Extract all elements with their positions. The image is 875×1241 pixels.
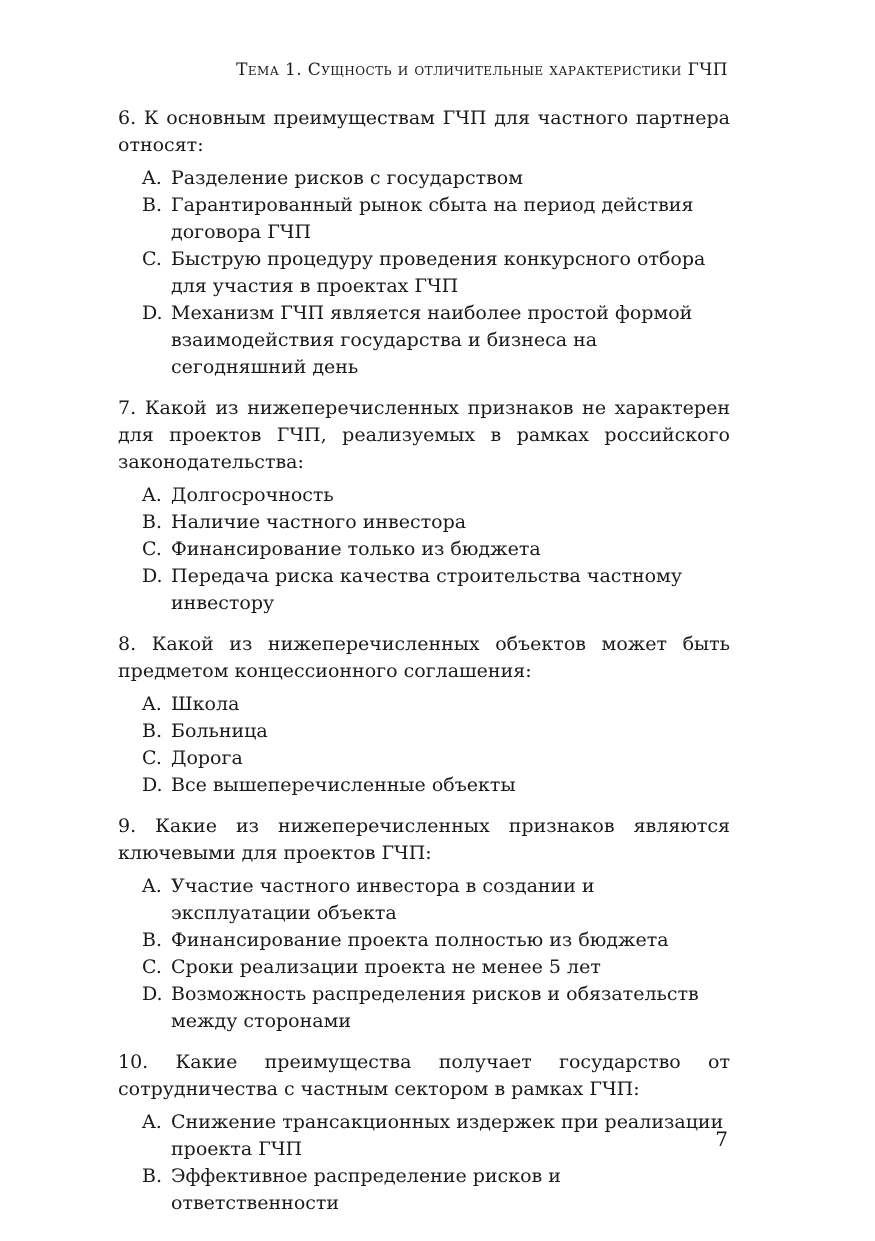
question-text: 10. Какие преимущества получает государство от сотрудничества с частным сектором в рамках ГЧП: <box>118 1051 730 1100</box>
option-letter: B. <box>142 511 163 533</box>
answer-option <box>118 192 730 246</box>
answer-options <box>118 691 730 799</box>
option-text: Все вышеперечисленные объекты <box>171 774 516 796</box>
question-text: 7. Какой из нижеперечисленных признаков не характерен для проектов ГЧП, реализуемых в рамках российского законодательства: <box>118 397 730 473</box>
option-letter: A. <box>142 484 162 506</box>
option-text: Возможность распределения рисков и обязательств между сторонами <box>171 983 699 1032</box>
option-text: Дорога <box>171 747 243 769</box>
answer-option <box>118 745 730 772</box>
option-letter: C. <box>142 956 162 978</box>
option-letter: C. <box>142 747 162 769</box>
option-letter: A. <box>142 167 162 189</box>
question-9 <box>118 813 730 1035</box>
option-letter: D. <box>142 774 163 796</box>
option-letter: A. <box>142 693 162 715</box>
answer-option <box>118 165 730 192</box>
option-text: Сроки реализации проекта не менее 5 лет <box>171 956 601 978</box>
option-text: Школа <box>171 693 240 715</box>
option-letter: D. <box>142 565 163 587</box>
option-text: Эффективное распределение рисков и ответственности <box>171 1165 561 1214</box>
option-letter: C. <box>142 538 162 560</box>
option-text: Механизм ГЧП является наиболее простой формой взаимодействия государства и бизнеса на сегодняшний день <box>171 302 693 378</box>
option-letter: B. <box>142 720 163 742</box>
page-number: 7 <box>715 1127 728 1151</box>
answer-option <box>118 1109 730 1163</box>
option-text: Передача риска качества строительства частному инвестору <box>171 565 683 614</box>
option-text: Снижение трансакционных издержек при реализации проекта ГЧП <box>171 1111 724 1160</box>
option-text: Гарантированный рынок сбыта на период действия договора ГЧП <box>171 194 694 243</box>
answer-option <box>118 509 730 536</box>
question-10 <box>118 1049 730 1217</box>
question-text: 6. К основным преимуществам ГЧП для частного партнера относят: <box>118 107 730 156</box>
question-text: 8. Какой из нижеперечисленных объектов может быть предметом концессионного соглашения: <box>118 633 730 682</box>
answer-options <box>118 1109 730 1217</box>
answer-option <box>118 246 730 300</box>
answer-options <box>118 873 730 1035</box>
answer-option <box>118 563 730 617</box>
question-8 <box>118 631 730 799</box>
answer-option <box>118 691 730 718</box>
option-letter: B. <box>142 194 163 216</box>
answer-option <box>118 482 730 509</box>
answer-option <box>118 873 730 927</box>
answer-options <box>118 482 730 617</box>
option-text: Финансирование проекта полностью из бюджета <box>171 929 669 951</box>
running-head: Тема 1. Сущность и отличительные характеристики ГЧП <box>236 60 728 80</box>
answer-option <box>118 718 730 745</box>
question-6 <box>118 105 730 381</box>
question-7 <box>118 395 730 617</box>
answer-option <box>118 927 730 954</box>
answer-option <box>118 300 730 381</box>
option-letter: D. <box>142 983 163 1005</box>
answer-options <box>118 165 730 381</box>
option-text: Разделение рисков с государством <box>171 167 524 189</box>
answer-option <box>118 536 730 563</box>
questions-list <box>118 105 730 1231</box>
answer-option <box>118 954 730 981</box>
option-letter: B. <box>142 929 163 951</box>
question-text: 9. Какие из нижеперечисленных признаков являются ключевыми для проектов ГЧП: <box>118 815 730 864</box>
option-text: Финансирование только из бюджета <box>171 538 541 560</box>
option-letter: B. <box>142 1165 163 1187</box>
option-letter: C. <box>142 248 162 270</box>
option-text: Больница <box>171 720 268 742</box>
option-text: Долгосрочность <box>171 484 334 506</box>
option-text: Наличие частного инвестора <box>171 511 467 533</box>
option-letter: A. <box>142 875 162 897</box>
answer-option <box>118 981 730 1035</box>
answer-option <box>118 772 730 799</box>
answer-option <box>118 1163 730 1217</box>
option-letter: A. <box>142 1111 162 1133</box>
option-text: Быструю процедуру проведения конкурсного отбора для участия в проектах ГЧП <box>171 248 706 297</box>
option-letter: D. <box>142 302 163 324</box>
option-text: Участие частного инвестора в создании и эксплуатации объекта <box>171 875 595 924</box>
